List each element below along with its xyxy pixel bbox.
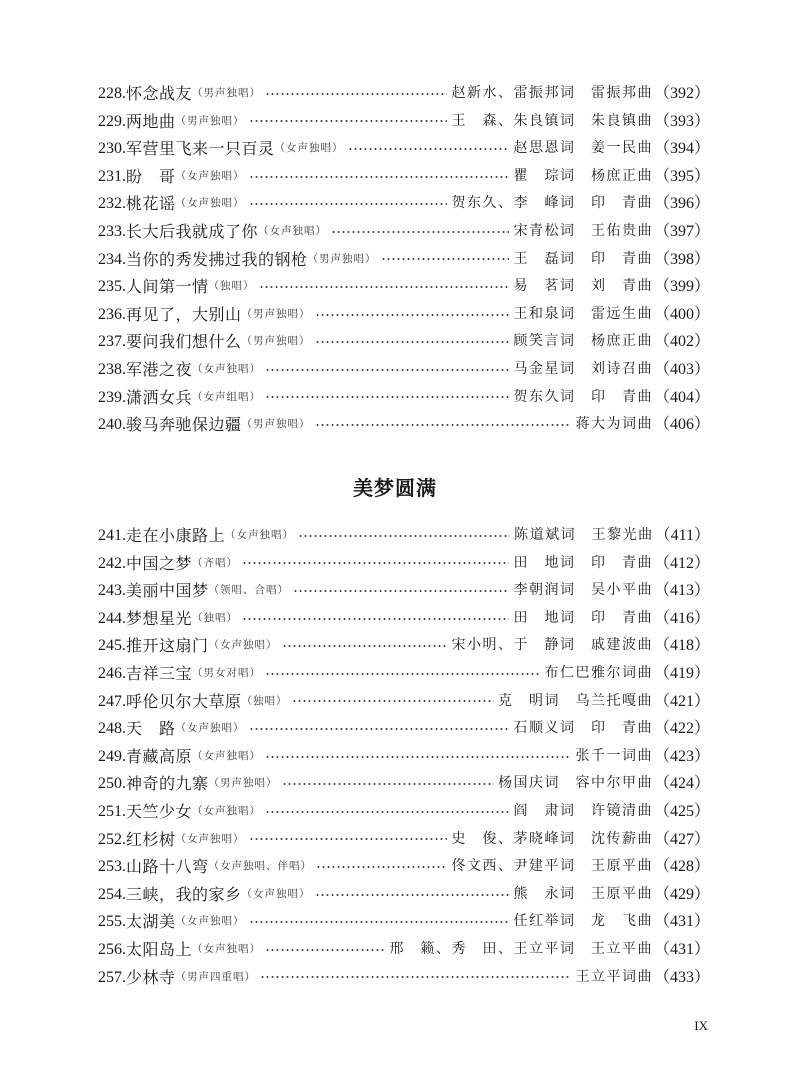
entry-credits: 蒋大为词曲 (575, 416, 653, 433)
entry-credits: 马金星词 刘诗召曲 (513, 360, 653, 377)
entry-page: （422） (653, 720, 710, 738)
entry-title: 神奇的九寨 (126, 774, 209, 794)
entry-number: 246. (98, 664, 126, 682)
entry-number: 229. (98, 112, 126, 130)
toc-entry (98, 163, 710, 191)
entry-title: 太阳岛上 (126, 939, 193, 959)
toc-entry (98, 853, 710, 881)
entry-page: （395） (653, 167, 710, 185)
entry-credits: 任红举词 龙 飞曲 (513, 913, 653, 930)
entry-performance-type: （女声独唱） (175, 197, 245, 210)
toc-entry (98, 605, 710, 633)
entry-credits: 邢 籁、秀 田、王立平词 王立平曲 (389, 940, 653, 957)
entry-number: 239. (98, 388, 126, 406)
entry-number: 233. (98, 222, 126, 240)
entry-page: （418） (653, 637, 710, 655)
entry-performance-type: （男声独唱） (208, 777, 278, 790)
toc-entry (98, 881, 710, 909)
entry-number: 252. (98, 830, 126, 848)
dot-leader (293, 590, 509, 592)
toc-entry (98, 356, 710, 384)
entry-performance-type: （女声独唱、伴唱） (208, 860, 313, 873)
entry-credits: 易 茗词 刘 青曲 (513, 278, 653, 295)
entry-performance-type: （男声独唱） (307, 252, 377, 265)
entry-performance-type: （男声独唱） (241, 335, 311, 348)
entry-title: 三峡，我的家乡 (126, 884, 242, 904)
entry-title: 青藏高原 (126, 746, 193, 766)
entry-credits: 佟文西、尹建平词 王原平曲 (451, 858, 653, 875)
page-number: IX (694, 1018, 708, 1033)
dot-leader (331, 231, 509, 233)
entry-credits: 王 磊词 印 青曲 (513, 250, 653, 267)
entry-number: 230. (98, 140, 126, 158)
entry-performance-type: （女声独唱） (175, 915, 245, 928)
toc-list-dream (98, 522, 710, 991)
dot-leader (259, 286, 510, 288)
entry-performance-type: （女声独唱） (175, 169, 245, 182)
entry-page: （400） (653, 305, 710, 323)
entry-page: （394） (653, 140, 710, 158)
entry-title: 怀念战友 (126, 84, 193, 103)
toc-entry (98, 550, 710, 578)
entry-performance-type: （男女对唱） (192, 666, 262, 679)
entry-title: 美丽中国梦 (126, 581, 209, 601)
entry-performance-type: （男声四重唱） (175, 970, 257, 983)
entry-number: 256. (98, 940, 126, 958)
entry-title: 骏马奔驰保边疆 (126, 415, 242, 435)
toc-entry (98, 135, 710, 163)
toc-entry (98, 328, 710, 356)
dot-leader (249, 838, 448, 840)
toc-entry (98, 273, 710, 301)
section-title: 美梦圆满 (353, 476, 437, 500)
entry-credits: 宋小明、于 静词 戚建波曲 (451, 637, 653, 654)
entry-title: 当你的秀发拂过我的钢枪 (126, 249, 308, 269)
entry-number: 248. (98, 720, 126, 738)
entry-performance-type: （女声独唱） (192, 362, 262, 375)
entry-page: （413） (653, 582, 710, 600)
entry-title: 长大后我就成了你 (126, 221, 259, 241)
entry-title: 走在小康路上 (126, 526, 226, 545)
entry-title: 中国之梦 (126, 553, 193, 573)
entry-number: 249. (98, 747, 126, 765)
dot-leader (298, 535, 510, 537)
entry-page: （392） (653, 85, 710, 102)
entry-credits: 阎 肃词 许镜清曲 (513, 802, 653, 819)
entry-performance-type: （男声独唱） (192, 87, 262, 99)
dot-leader (265, 673, 540, 675)
entry-title: 吉祥三宝 (126, 663, 193, 683)
entry-credits: 王和泉词 雷远生曲 (513, 305, 653, 322)
entry-page: （428） (653, 858, 710, 876)
entry-credits: 石顺义词 印 青曲 (513, 720, 653, 737)
entry-title: 梦想星光 (126, 608, 193, 628)
dot-leader (265, 93, 447, 95)
toc-entry (98, 246, 710, 274)
entry-number: 237. (98, 333, 126, 351)
dot-leader (381, 258, 510, 260)
entry-number: 251. (98, 802, 126, 820)
entry-performance-type: （女声独唱） (175, 832, 245, 845)
entry-credits: 顾笑言词 杨庶正曲 (513, 333, 653, 350)
toc-entry (98, 743, 710, 771)
dot-leader (265, 369, 509, 371)
toc-entry (98, 577, 710, 605)
toc-entry (98, 632, 710, 660)
entry-credits: 王 森、朱良镇词 朱良镇曲 (451, 112, 653, 129)
entry-number: 255. (98, 913, 126, 931)
entry-title: 太湖美 (126, 912, 176, 932)
entry-page: （397） (653, 222, 710, 240)
entry-credits: 张千一词曲 (575, 747, 653, 764)
toc-entry (98, 908, 710, 936)
toc-entry (98, 411, 710, 439)
entry-number: 254. (98, 885, 126, 903)
entry-title: 两地曲 (126, 111, 176, 131)
entry-page: （398） (653, 250, 710, 268)
entry-performance-type: （女声独唱） (258, 224, 328, 237)
entry-credits: 贺东久词 印 青曲 (513, 388, 653, 405)
entry-credits: 陈道斌词 王黎光曲 (514, 527, 654, 543)
entry-number: 232. (98, 195, 126, 213)
entry-number: 231. (98, 167, 126, 185)
entry-title: 推开这扇门 (126, 636, 209, 656)
entry-number: 253. (98, 858, 126, 876)
entry-credits: 布仁巴雅尔词曲 (544, 664, 653, 681)
entry-performance-type: （齐唱） (192, 556, 239, 569)
entry-page: （402） (653, 333, 710, 351)
entry-number: 242. (98, 554, 126, 572)
entry-page: （431） (653, 940, 710, 958)
dot-leader (348, 148, 510, 150)
entry-title: 少林寺 (126, 967, 176, 987)
dot-leader (265, 396, 509, 398)
entry-title: 天 路 (126, 719, 176, 739)
entry-number: 238. (98, 360, 126, 378)
entry-page: （431） (653, 913, 710, 931)
entry-title: 人间第一情 (126, 277, 209, 297)
dot-leader (242, 618, 509, 620)
dot-leader (249, 120, 448, 122)
entry-page: （393） (653, 112, 710, 130)
entry-number: 228. (98, 85, 126, 102)
entry-performance-type: （女声独唱） (241, 887, 311, 900)
dot-leader (249, 176, 510, 178)
entry-page: （419） (653, 664, 710, 682)
entry-credits: 史 俊、茅晓峰词 沈传薪曲 (451, 830, 653, 847)
entry-number: 245. (98, 637, 126, 655)
entry-performance-type: （独唱） (241, 694, 288, 707)
toc-entry (98, 964, 710, 992)
entry-page: （396） (653, 195, 710, 213)
entry-number: 244. (98, 609, 126, 627)
dot-leader (315, 424, 572, 426)
entry-number: 234. (98, 250, 126, 268)
entry-performance-type: （女声独唱） (192, 804, 262, 817)
toc-entry (98, 522, 710, 550)
entry-performance-type: （女声独唱） (192, 749, 262, 762)
entry-title: 呼伦贝尔大草原 (126, 691, 242, 711)
entry-page: （399） (653, 278, 710, 296)
entry-title: 军港之夜 (126, 359, 193, 379)
entry-credits: 克 明词 乌兰托嘎曲 (497, 692, 653, 709)
dot-leader (315, 894, 510, 896)
entry-credits: 宋青松词 王佑贵曲 (513, 222, 653, 239)
entry-performance-type: （男声独唱） (175, 114, 245, 127)
toc-entry (98, 798, 710, 826)
entry-title: 盼 哥 (126, 166, 176, 186)
dot-leader (316, 866, 447, 868)
entry-number: 243. (98, 582, 126, 600)
toc-entry (98, 218, 710, 246)
dot-leader (265, 756, 571, 758)
dot-leader (265, 811, 509, 813)
entry-credits: 杨国庆词 容中尔甲曲 (497, 775, 653, 792)
entry-performance-type: （女声组唱） (192, 390, 262, 403)
entry-page: （423） (653, 747, 710, 765)
entry-number: 241. (98, 527, 126, 544)
entry-number: 250. (98, 775, 126, 793)
entry-page: （406） (653, 416, 710, 434)
dot-leader (315, 314, 510, 316)
toc-entry (98, 826, 710, 854)
entry-credits: 王立平词曲 (575, 968, 653, 985)
entry-performance-type: （女声独唱） (274, 142, 344, 155)
toc-entry (98, 384, 710, 412)
dot-leader (265, 949, 385, 951)
entry-credits: 赵思恩词 姜一民曲 (513, 140, 653, 157)
toc-list-military (98, 80, 710, 439)
entry-page: （421） (653, 692, 710, 710)
entry-page: （411） (654, 527, 710, 544)
entry-number: 247. (98, 692, 126, 710)
toc-entry (98, 660, 710, 688)
entry-title: 军营里飞来一只百灵 (126, 139, 275, 159)
entry-performance-type: （女声独唱） (225, 529, 295, 541)
entry-number: 240. (98, 416, 126, 434)
dot-leader (315, 341, 510, 343)
entry-title: 桃花谣 (126, 194, 176, 214)
entry-title: 红杉树 (126, 829, 176, 849)
entry-performance-type: （女声独唱） (208, 639, 278, 652)
entry-page: （429） (653, 885, 710, 903)
entry-page: （412） (653, 554, 710, 572)
dot-leader (249, 921, 510, 923)
entry-title: 再见了，大别山 (126, 304, 242, 324)
toc-entry (98, 190, 710, 218)
entry-performance-type: （独唱） (192, 611, 239, 624)
entry-performance-type: （男声独唱） (241, 418, 311, 431)
toc-entry (98, 715, 710, 743)
entry-performance-type: （女声独唱） (192, 942, 262, 955)
entry-credits: 田 地词 印 青曲 (513, 554, 653, 571)
toc-entry (98, 108, 710, 136)
toc-entry (98, 80, 710, 108)
dot-leader (292, 700, 494, 702)
entry-title: 潇洒女兵 (126, 387, 193, 407)
entry-page: （425） (653, 802, 710, 820)
entry-number: 236. (98, 305, 126, 323)
entry-performance-type: （女声独唱） (175, 722, 245, 735)
dot-leader (249, 203, 448, 205)
dot-leader (282, 783, 494, 785)
entry-page: （416） (653, 609, 710, 627)
entry-page: （427） (653, 830, 710, 848)
entry-performance-type: （男声独唱） (241, 307, 311, 320)
entry-page: （404） (653, 388, 710, 406)
entry-credits: 李朝润词 吴小平曲 (513, 582, 653, 599)
entry-page: （433） (653, 968, 710, 986)
dot-leader (282, 645, 448, 647)
entry-number: 257. (98, 968, 126, 986)
toc-entry (98, 301, 710, 329)
entry-page: （403） (653, 360, 710, 378)
entry-page: （424） (653, 775, 710, 793)
dot-leader (242, 562, 509, 564)
entry-performance-type: （领唱、合唱） (208, 584, 290, 597)
entry-title: 天竺少女 (126, 801, 193, 821)
toc-entry (98, 688, 710, 716)
entry-performance-type: （独唱） (208, 280, 255, 293)
toc-entry (98, 770, 710, 798)
entry-credits: 熊 永词 王原平曲 (513, 885, 653, 902)
entry-title: 山路十八弯 (126, 857, 209, 877)
entry-credits: 赵新水、雷振邦词 雷振邦曲 (451, 85, 653, 101)
entry-credits: 贺东久、李 峰词 印 青曲 (451, 195, 653, 212)
toc-entry (98, 936, 710, 964)
dot-leader (249, 728, 510, 730)
entry-title: 要问我们想什么 (126, 332, 242, 352)
entry-number: 235. (98, 278, 126, 296)
entry-credits: 瞿 琮词 杨庶正曲 (513, 167, 653, 184)
dot-leader (260, 976, 571, 978)
entry-credits: 田 地词 印 青曲 (513, 609, 653, 626)
